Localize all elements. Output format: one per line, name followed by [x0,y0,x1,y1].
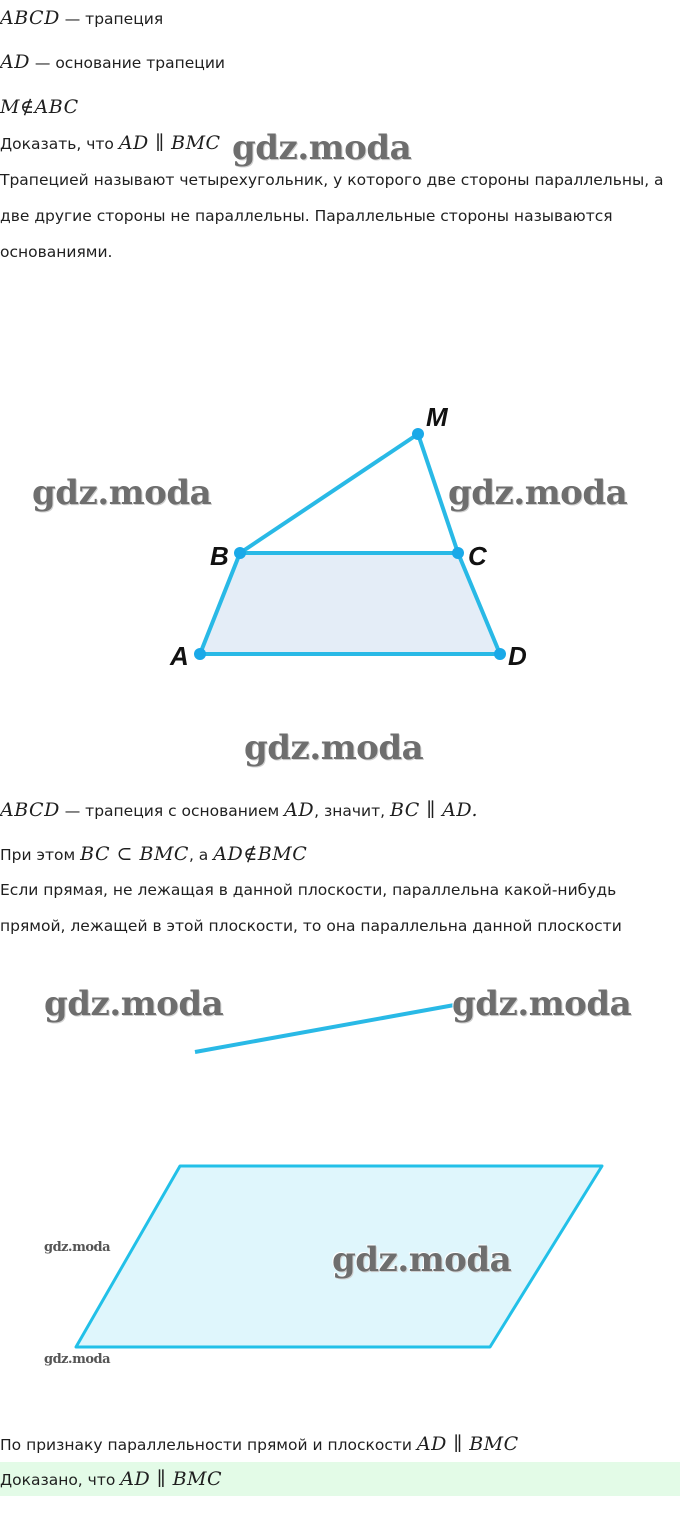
conclusion-text: По признаку параллельности прямой и плоскости [0,1436,417,1454]
given-line-1 [0,6,163,31]
segment-bm [240,434,418,553]
prove-math: AD ∥ BMC [118,132,221,154]
watermark: gdz.moda [44,1240,111,1255]
watermark: gdz.moda [332,1240,512,1280]
solution-text: — трапеция с основанием [59,802,285,820]
math-bc-subset-bmc: BC ⊂ BMC [80,843,189,865]
math-ad: AD [284,799,315,821]
label-c: C [468,541,487,571]
given-line-3 [0,95,79,120]
theorem-paragraph: Если прямая, не лежащая в данной плоскости, параллельна какой-нибудь прямой, лежащей в этой плоскости, то она параллельна данной плоскости [0,881,622,935]
label-m: M [426,402,448,432]
solution-line-2 [0,842,307,867]
label-d: D [508,641,527,671]
conclusion-line [0,1432,519,1457]
math-bmc: BMC [257,843,308,865]
prove-label: Доказать, что [0,135,119,153]
given-text-1: — трапеция [59,10,164,28]
watermark: gdz.moda [452,984,632,1024]
math-ad: AD [0,51,30,73]
proved-line [0,1467,222,1492]
definition-paragraph: Трапецией называют четырехугольник, у которого две стороны параллельны, а две другие стороны не параллельны. Параллельные стороны называются основаниями. [0,171,664,261]
trapezoid-shape [200,553,500,654]
solution-text: , а [188,846,214,864]
math-abcd: ABCD [0,799,60,821]
line-plane-figure [0,970,680,1390]
math-abcd: ABCD [0,7,60,29]
not-in-symbol: ∉ [19,96,35,118]
prove-line [0,131,221,156]
math-ad: AD [213,843,244,865]
given-text-2: — основание трапеции [29,54,225,72]
point-d [494,648,506,660]
proved-text: Доказано, что [0,1471,121,1489]
watermark: gdz.moda [232,128,412,168]
solution-line-1 [0,798,478,823]
point-a [194,648,206,660]
conclusion-math: AD ∥ BMC [416,1433,519,1455]
solution-text: При этом [0,846,81,864]
not-in-symbol: ∉ [243,843,258,865]
watermark: gdz.moda [448,473,628,513]
math-abc: ABC [34,96,79,118]
label-b: B [210,541,229,571]
solution-text: , значит, [314,802,390,820]
math-m: M [0,96,20,118]
watermark: gdz.moda [44,1352,111,1367]
line-segment [195,1004,460,1052]
math-bc-parallel-ad: BC ∥ AD. [389,799,478,821]
point-c [452,547,464,559]
proved-math: AD ∥ BMC [120,1468,223,1490]
given-line-2 [0,50,225,75]
watermark: gdz.moda [244,728,424,768]
watermark: gdz.moda [32,473,212,513]
point-b [234,547,246,559]
watermark: gdz.moda [44,984,224,1024]
point-m [412,428,424,440]
label-a: A [170,641,189,671]
